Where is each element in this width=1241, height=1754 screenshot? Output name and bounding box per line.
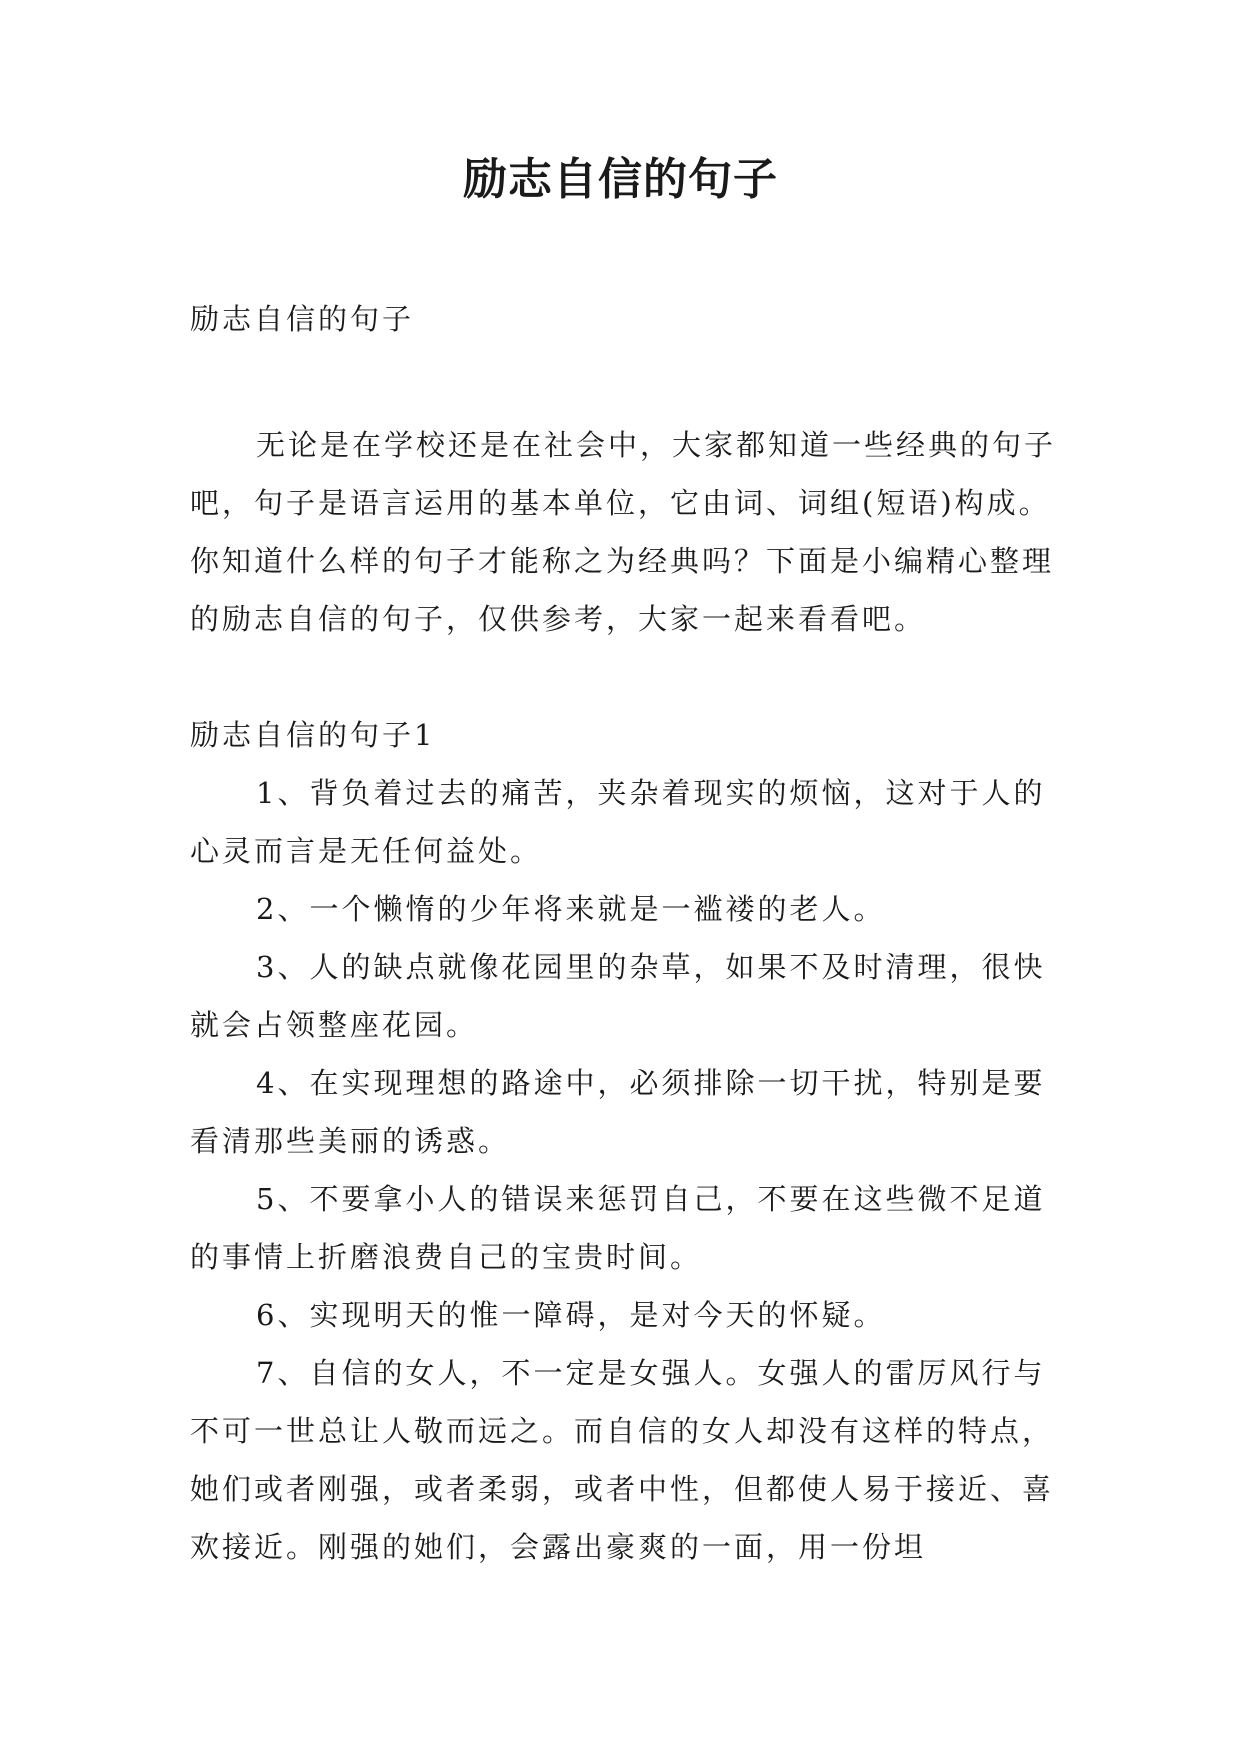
intro-paragraph: 无论是在学校还是在社会中，大家都知道一些经典的句子吧，句子是语言运用的基本单位，它由词、词组(短语)构成。你知道什么样的句子才能称之为经典吗？下面是小编精心整理的励志自信的句子，仅供参考，大家一起来看看吧。 bbox=[190, 428, 1057, 636]
document-title: 励志自信的句子 bbox=[463, 154, 778, 205]
list-item: 5、不要拿小人的错误来惩罚自己，不要在这些微不足道的事情上折磨浪费自己的宝贵时间。 bbox=[190, 1182, 1046, 1274]
list-item: 2、一个懒惰的少年将来就是一褴褛的老人。 bbox=[256, 892, 886, 926]
section-heading: 励志自信的句子1 bbox=[190, 718, 436, 752]
document-subtitle: 励志自信的句子 bbox=[190, 302, 415, 336]
document-body bbox=[190, 290, 1060, 1576]
list-item: 4、在实现理想的路途中，必须排除一切干扰，特别是要看清那些美丽的诱惑。 bbox=[190, 1066, 1046, 1158]
list-item: 1、背负着过去的痛苦，夹杂着现实的烦恼，这对于人的心灵而言是无任何益处。 bbox=[190, 776, 1046, 868]
list-item: 3、人的缺点就像花园里的杂草，如果不及时清理，很快就会占领整座花园。 bbox=[190, 950, 1046, 1042]
list-item: 6、实现明天的惟一障碍，是对今天的怀疑。 bbox=[256, 1298, 886, 1332]
list-item: 7、自信的女人，不一定是女强人。女强人的雷厉风行与不可一世总让人敬而远之。而自信的女人却没有这样的特点，她们或者刚强，或者柔弱，或者中性，但都使人易于接近、喜欢接近。刚强的她们，会露出豪爽的一面，用一份坦 bbox=[190, 1356, 1055, 1564]
